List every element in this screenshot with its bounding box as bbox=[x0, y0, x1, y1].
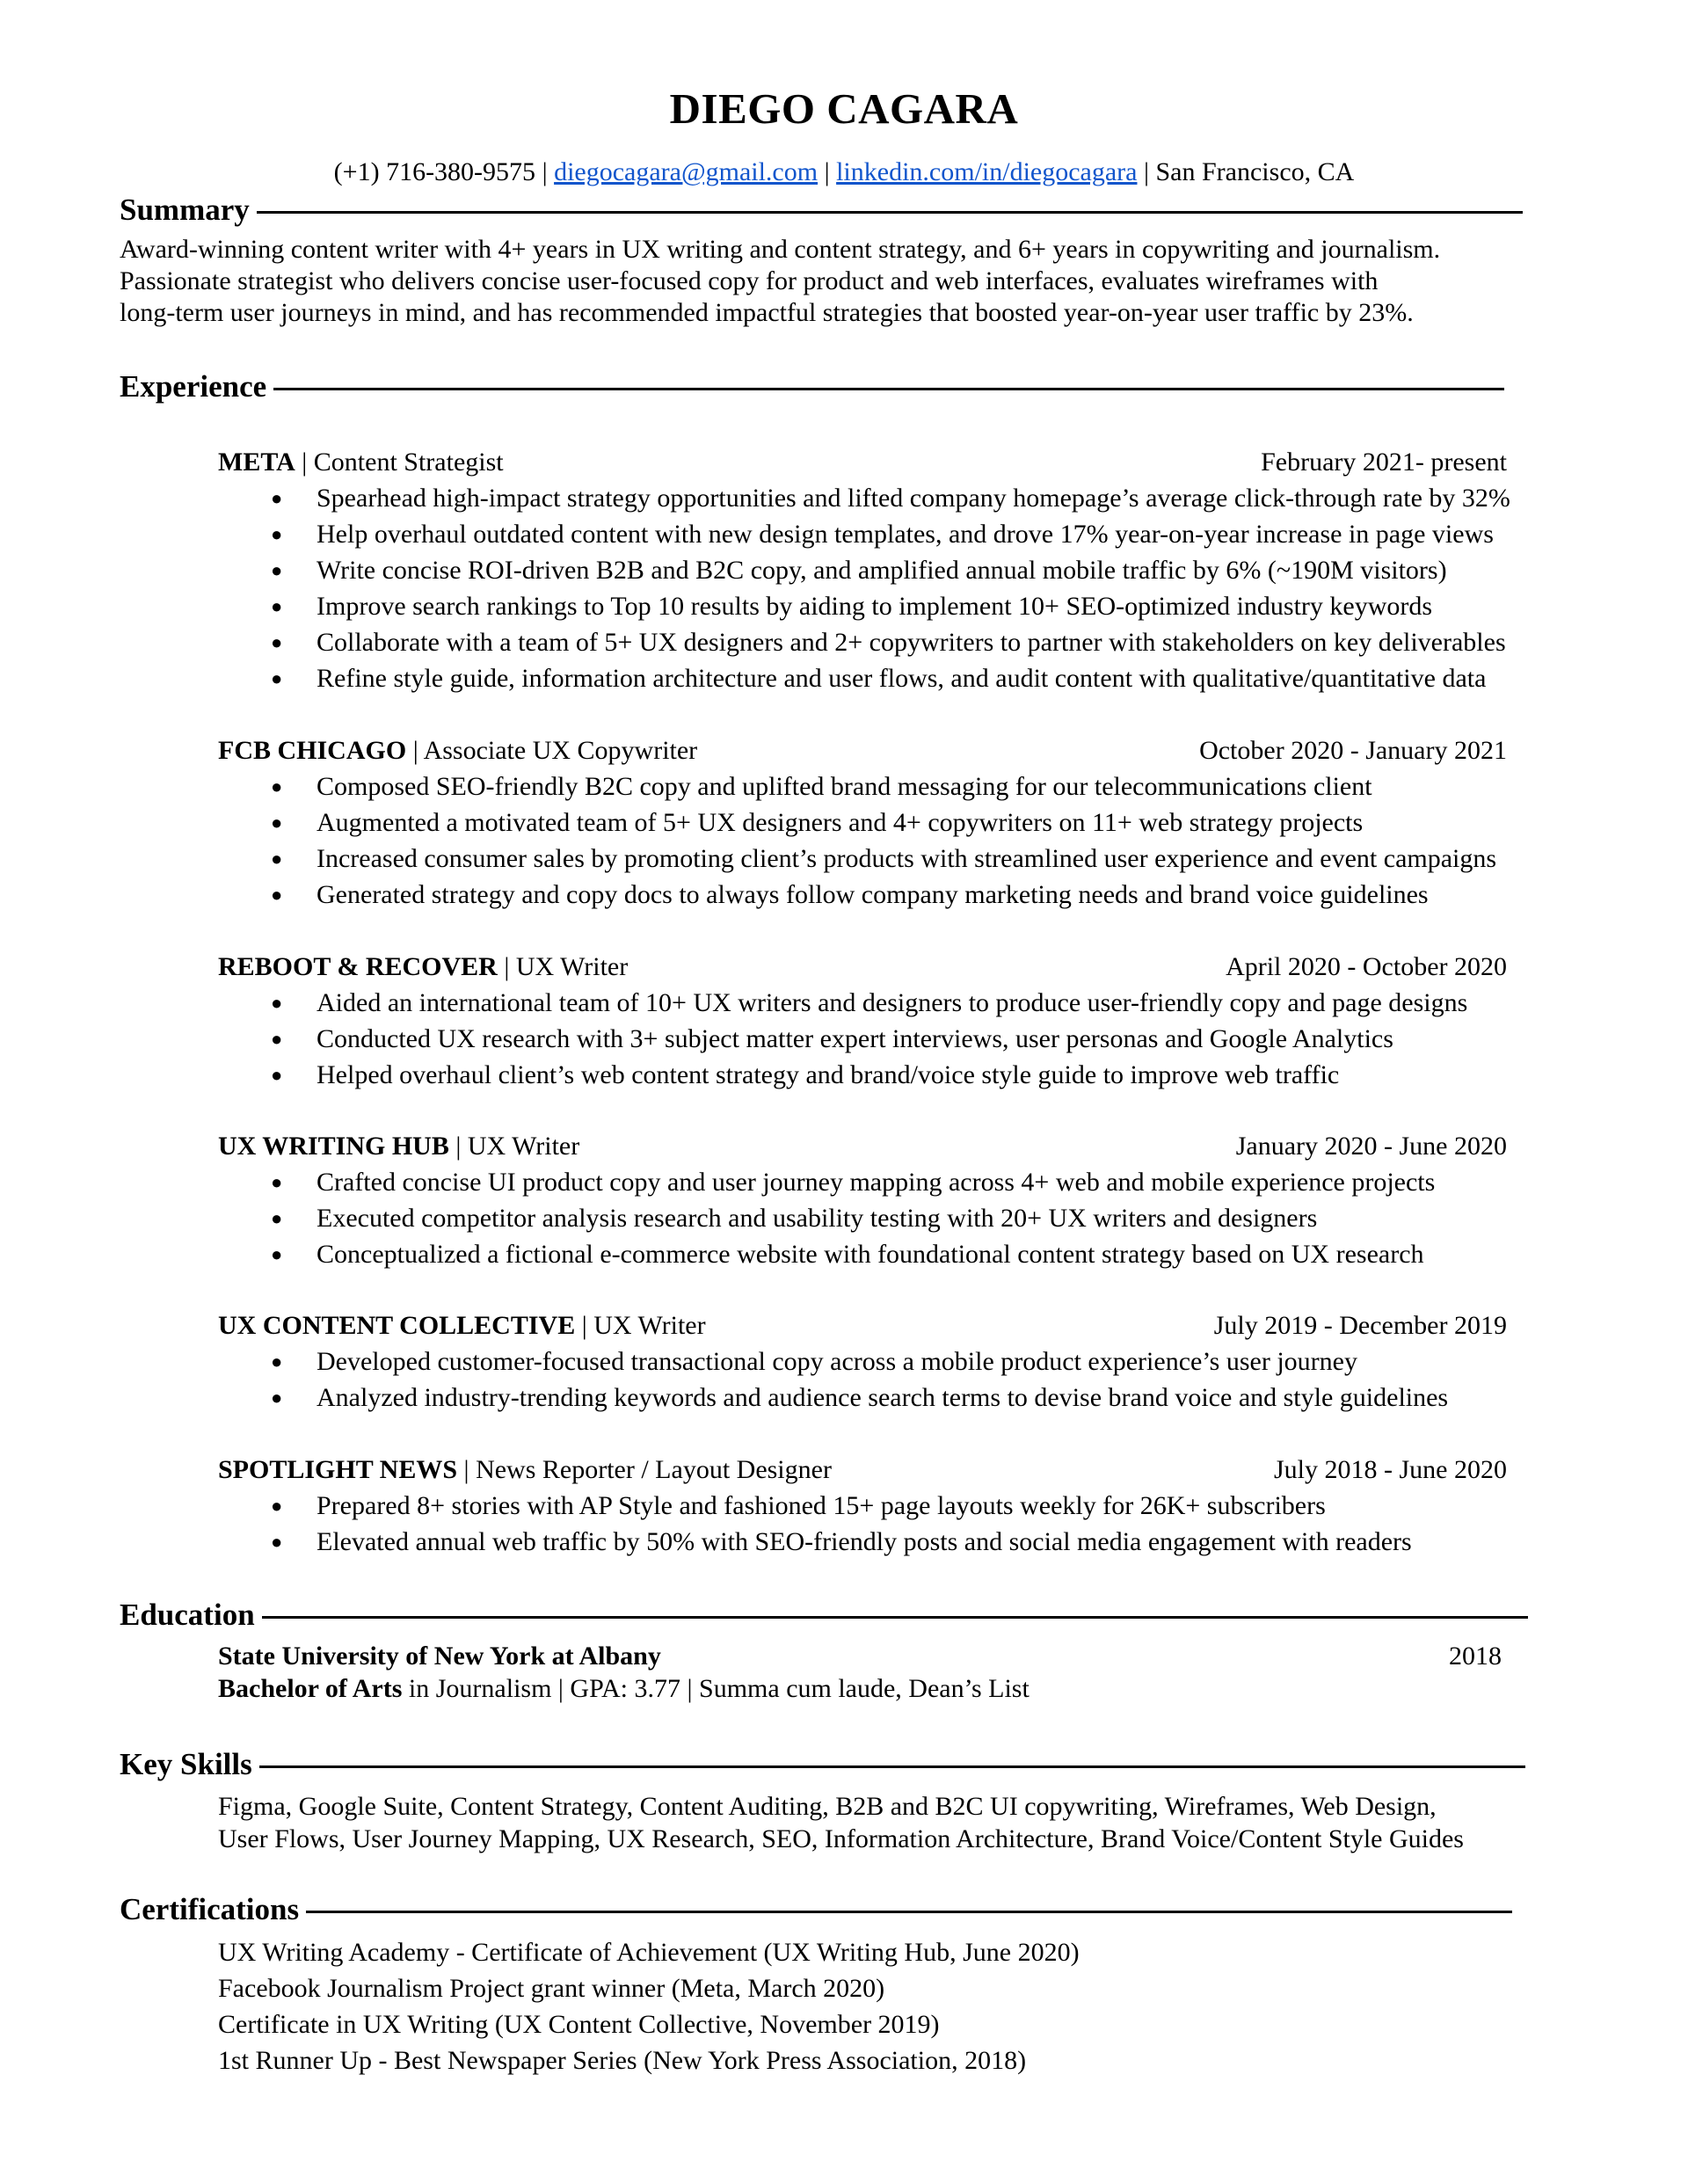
section-title: Summary bbox=[120, 193, 250, 227]
certification-item: UX Writing Academy - Certificate of Achievement (UX Writing Hub, June 2020) bbox=[218, 1938, 1080, 1967]
bullet-icon: ● bbox=[271, 812, 283, 834]
pipe: | bbox=[302, 448, 308, 477]
section-title: Key Skills bbox=[120, 1747, 252, 1781]
job-dates: October 2020 - January 2021 bbox=[1199, 736, 1507, 765]
education-degree-row bbox=[218, 1671, 1502, 1707]
bullet-item: ● Crafted concise UI product copy and user journey mapping across 4+ web and mobile experience projects bbox=[218, 1164, 1435, 1200]
bullet-icon: ● bbox=[271, 992, 283, 1014]
job-header bbox=[218, 1129, 1507, 1164]
certifications-list bbox=[218, 1934, 1080, 2078]
pipe: | bbox=[463, 1455, 469, 1484]
job-role: Associate UX Copywriter bbox=[423, 736, 698, 765]
section-title: Education bbox=[120, 1598, 255, 1632]
separator: | bbox=[818, 157, 837, 186]
section-rule bbox=[273, 388, 1504, 390]
pipe: | bbox=[504, 952, 510, 981]
bullet-item: ● Help overhaul outdated content with new design templates, and drove 17% year-on-year increase in page views bbox=[218, 516, 1510, 552]
pipe: | bbox=[455, 1132, 462, 1161]
school-name: State University of New York at Albany bbox=[218, 1642, 661, 1671]
bullet-icon: ● bbox=[271, 487, 283, 509]
contact-line bbox=[0, 155, 1688, 190]
bullet-icon: ● bbox=[271, 631, 283, 653]
bullet-icon: ● bbox=[271, 1064, 283, 1086]
bullet-icon: ● bbox=[271, 848, 283, 870]
bullet-item: ● Aided an international team of 10+ UX writers and designers to produce user-friendly copy and page designs bbox=[218, 985, 1467, 1021]
bullet-item: ● Spearhead high-impact strategy opportunities and lifted company homepage’s average click-through rate by 32% bbox=[218, 480, 1510, 516]
job-role: UX Writer bbox=[467, 1132, 580, 1161]
summary-text bbox=[120, 234, 1440, 329]
bullet-item: ● Developed customer-focused transactional copy across a mobile product experience’s user journey bbox=[218, 1343, 1448, 1380]
certification-item: Certificate in UX Writing (UX Content Collective, November 2019) bbox=[218, 2010, 940, 2039]
bullet-icon: ● bbox=[271, 1243, 283, 1265]
separator: | bbox=[1137, 157, 1156, 186]
bullet-icon: ● bbox=[271, 1028, 283, 1050]
job-bullets bbox=[218, 1164, 1435, 1272]
section-title: Experience bbox=[120, 369, 267, 404]
bullet-item: ● Refine style guide, information architecture and user flows, and audit content with qualitative/quantitative data bbox=[218, 660, 1510, 696]
company-name: UX CONTENT COLLECTIVE bbox=[218, 1311, 576, 1340]
job-bullets bbox=[218, 1343, 1448, 1416]
bullet-item: ● Elevated annual web traffic by 50% with SEO-friendly posts and social media engagement with readers bbox=[218, 1524, 1412, 1560]
job-bullets bbox=[218, 768, 1496, 913]
company-name: META bbox=[218, 448, 295, 477]
bullet-item: ● Augmented a motivated team of 5+ UX designers and 4+ copywriters on 11+ web strategy projects bbox=[218, 804, 1496, 841]
job-role: News Reporter / Layout Designer bbox=[476, 1455, 832, 1484]
bullet-icon: ● bbox=[271, 595, 283, 617]
summary-line: long-term user journeys in mind, and has recommended impactful strategies that boosted year-on-year user traffic by 23%. bbox=[120, 298, 1414, 327]
job-bullets bbox=[218, 1488, 1412, 1560]
graduation-year: 2018 bbox=[1449, 1642, 1502, 1671]
bullet-item: ● Improve search rankings to Top 10 results by aiding to implement 10+ SEO-optimized industry keywords bbox=[218, 588, 1510, 624]
bullet-item: ● Prepared 8+ stories with AP Style and fashioned 15+ page layouts weekly for 26K+ subscribers bbox=[218, 1488, 1412, 1524]
section-rule bbox=[257, 211, 1523, 214]
bullet-icon: ● bbox=[271, 1531, 283, 1553]
job-role: UX Writer bbox=[593, 1311, 706, 1340]
job-header bbox=[218, 733, 1507, 768]
section-rule bbox=[262, 1616, 1528, 1619]
job-dates: July 2019 - December 2019 bbox=[1213, 1311, 1507, 1340]
bullet-icon: ● bbox=[271, 775, 283, 797]
section-heading-experience bbox=[120, 368, 1504, 406]
job-dates: April 2020 - October 2020 bbox=[1226, 952, 1507, 981]
company-name: REBOOT & RECOVER bbox=[218, 952, 498, 981]
job-role: Content Strategist bbox=[313, 448, 504, 477]
bullet-item: ● Conducted UX research with 3+ subject matter expert interviews, user personas and Google Analytics bbox=[218, 1021, 1467, 1057]
job-bullets bbox=[218, 985, 1467, 1093]
section-rule bbox=[306, 1911, 1512, 1913]
job-header bbox=[218, 950, 1507, 985]
bullet-item: ● Composed SEO-friendly B2C copy and uplifted brand messaging for our telecommunications client bbox=[218, 768, 1496, 804]
degree-name: Bachelor of Arts bbox=[218, 1674, 403, 1703]
job-header bbox=[218, 1452, 1507, 1488]
bullet-icon: ● bbox=[271, 884, 283, 906]
section-title: Certifications bbox=[120, 1892, 300, 1926]
bullet-icon: ● bbox=[271, 1350, 283, 1372]
pipe: | bbox=[581, 1311, 587, 1340]
bullet-icon: ● bbox=[271, 667, 283, 689]
job-dates: January 2020 - June 2020 bbox=[1235, 1132, 1507, 1161]
bullet-icon: ● bbox=[271, 1171, 283, 1193]
bullet-icon: ● bbox=[271, 1207, 283, 1229]
section-rule bbox=[259, 1765, 1525, 1768]
company-name: UX WRITING HUB bbox=[218, 1132, 449, 1161]
degree-details: in Journalism | GPA: 3.77 | Summa cum laude, Dean’s List bbox=[402, 1674, 1030, 1703]
company-name: SPOTLIGHT NEWS bbox=[218, 1455, 458, 1484]
skills-list bbox=[218, 1790, 1464, 1855]
education-school-row bbox=[218, 1639, 1502, 1674]
separator: | bbox=[535, 157, 555, 186]
bullet-item: ● Helped overhaul client’s web content strategy and brand/voice style guide to improve web traffic bbox=[218, 1057, 1467, 1093]
bullet-item: ● Conceptualized a fictional e-commerce website with foundational content strategy based on UX research bbox=[218, 1236, 1435, 1272]
section-heading-certifications bbox=[120, 1890, 1512, 1929]
job-dates: February 2021- present bbox=[1261, 448, 1507, 477]
bullet-item: ● Analyzed industry-trending keywords and audience search terms to devise brand voice and style guidelines bbox=[218, 1380, 1448, 1416]
skills-line: Figma, Google Suite, Content Strategy, Content Auditing, B2B and B2C UI copywriting, Wireframes, Web Design, bbox=[218, 1792, 1437, 1821]
bullet-icon: ● bbox=[271, 1495, 283, 1517]
summary-line: Award-winning content writer with 4+ years in UX writing and content strategy, and 6+ years in copywriting and journalism. bbox=[120, 235, 1441, 264]
bullet-item: ● Write concise ROI-driven B2B and B2C copy, and amplified annual mobile traffic by 6% (~190M visitors) bbox=[218, 552, 1510, 588]
bullet-icon: ● bbox=[271, 523, 283, 545]
certification-item: 1st Runner Up - Best Newspaper Series (New York Press Association, 2018) bbox=[218, 2046, 1027, 2075]
bullet-item: ● Increased consumer sales by promoting client’s products with streamlined user experience and event campaigns bbox=[218, 841, 1496, 877]
section-heading-skills bbox=[120, 1745, 1525, 1784]
section-heading-summary bbox=[120, 191, 1523, 229]
pipe: | bbox=[412, 736, 418, 765]
linkedin-link[interactable]: linkedin.com/in/diegocagara bbox=[836, 157, 1138, 186]
location: San Francisco, CA bbox=[1155, 157, 1355, 186]
bullet-icon: ● bbox=[271, 559, 283, 581]
job-header bbox=[218, 1308, 1507, 1343]
bullet-item: ● Generated strategy and copy docs to always follow company marketing needs and brand voice guidelines bbox=[218, 877, 1496, 913]
section-heading-education bbox=[120, 1596, 1528, 1634]
skills-line: User Flows, User Journey Mapping, UX Research, SEO, Information Architecture, Brand Voice/Content Style Guides bbox=[218, 1824, 1464, 1853]
phone-number: (+1) 716-380-9575 bbox=[333, 157, 536, 186]
company-name: FCB CHICAGO bbox=[218, 736, 407, 765]
candidate-name: DIEGO CAGARA bbox=[669, 84, 1019, 133]
bullet-item: ● Collaborate with a team of 5+ UX designers and 2+ copywriters to partner with stakeholders on key deliverables bbox=[218, 624, 1510, 660]
bullet-item: ● Executed competitor analysis research and usability testing with 20+ UX writers and designers bbox=[218, 1200, 1435, 1236]
certification-item: Facebook Journalism Project grant winner (Meta, March 2020) bbox=[218, 1974, 885, 2003]
bullet-icon: ● bbox=[271, 1387, 283, 1409]
job-header bbox=[218, 445, 1507, 480]
job-bullets bbox=[218, 480, 1510, 696]
summary-line: Passionate strategist who delivers concise user-focused copy for product and web interfaces, evaluates wireframes with bbox=[120, 266, 1379, 295]
email-link[interactable]: diegocagara@gmail.com bbox=[554, 157, 819, 186]
job-role: UX Writer bbox=[515, 952, 629, 981]
job-dates: July 2018 - June 2020 bbox=[1274, 1455, 1507, 1484]
